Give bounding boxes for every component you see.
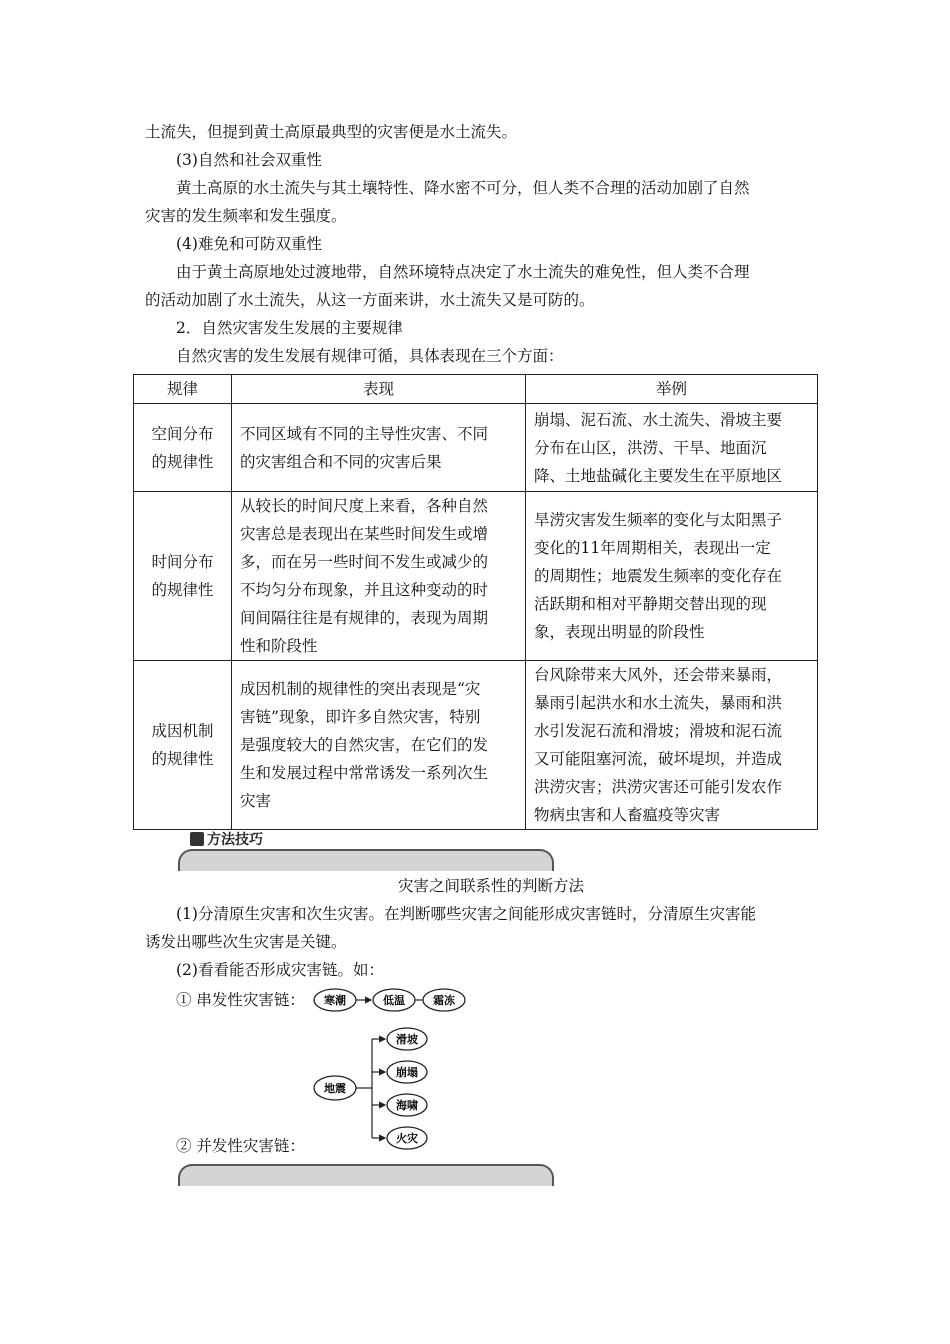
serial-node <box>373 989 415 1011</box>
parallel-source-node <box>314 1076 356 1100</box>
parallel-node <box>387 1061 427 1083</box>
heading-3: (3)自然和社会双重性 <box>176 151 322 169</box>
rule-cell: 空间分布 的规律性 <box>134 404 232 492</box>
svg-text:地震: 地震 <box>324 1082 346 1095</box>
table-header-row <box>134 375 818 404</box>
example-cell: 台风除带来大风外，还会带来暴雨， 暴雨引起洪水和水土流失，暴雨和洪 水引发泥石流和滑坡；滑坡和泥石流 又可能阻塞河流，破坏堤坝，并造成 洪涝灾害；洪涝灾害还可能引发农作 物病虫害和人畜瘟疫等灾害 <box>526 661 818 830</box>
svg-text:海啸: 海啸 <box>396 1099 418 1112</box>
table-row <box>134 404 818 492</box>
manifest-cell: 不同区域有不同的主导性灾害、不同 的灾害组合和不同的灾害后果 <box>232 404 526 492</box>
example-cell: 崩塌、泥石流、水土流失、滑坡主要 分布在山区，洪涝、干旱、地面沉 降、土地盐碱化主要发生在平原地区 <box>526 404 818 492</box>
manifest-cell: 从较长的时间尺度上来看，各种自然 灾害总是表现出在某些时间发生或增 多，而在另一些时间不发生或减少的 不均匀分布现象，并且这种变动的时 间间隔往往是有规律的，表现为周期 性和阶段性 <box>232 492 526 661</box>
parallel-node <box>387 1028 427 1050</box>
method-point-2: (2)看看能否形成灾害链。如： <box>176 961 384 979</box>
paragraph-3-line-1: 黄土高原的水土流失与其土壤特性、降水密不可分，但人类不合理的活动加剧了自然 <box>176 179 750 197</box>
method-point-1-line-1: (1)分清原生灾害和次生灾害。在判断哪些灾害之间能形成灾害链时，分清原生灾害能 <box>176 905 756 923</box>
svg-text:滑坡: 滑坡 <box>396 1033 418 1046</box>
thumbs-up-icon <box>190 832 204 846</box>
table-row <box>134 492 818 661</box>
paragraph-1: 土流失，但提到黄土高原最典型的灾害便是水土流失。 <box>145 123 518 141</box>
paragraph-3-line-2: 灾害的发生频率和发生强度。 <box>145 207 347 225</box>
method-banner-label: 方法技巧 <box>207 832 263 848</box>
parallel-node <box>387 1094 427 1116</box>
paragraph-4-line-1: 由于黄土高原地处过渡地带，自然环境特点决定了水土流失的难免性，但人类不合理 <box>176 263 750 281</box>
parallel-chain-label: ② 并发性灾害链： <box>176 1137 305 1155</box>
rules-table <box>133 374 818 830</box>
heading-4: (4)难免和可防双重性 <box>176 235 322 253</box>
table-intro: 自然灾害的发生发展有规律可循，具体表现在三个方面： <box>176 347 564 365</box>
svg-text:低温: 低温 <box>383 994 405 1007</box>
manifest-cell: 成因机制的规律性的突出表现是“灾 害链”现象，即许多自然灾害，特别 是强度较大的自然灾害，在它们的发 生和发展过程中常常诱发一系列次生 灾害 <box>232 661 526 830</box>
serial-chain-diagram <box>310 986 470 1016</box>
method-title: 灾害之间联系性的判断方法 <box>397 877 584 895</box>
svg-text:火灾: 火灾 <box>396 1132 418 1145</box>
table-header-rule: 规律 <box>134 375 232 404</box>
banner-bar-bottom <box>178 1164 554 1186</box>
svg-text:霜冻: 霜冻 <box>433 994 455 1007</box>
serial-node <box>314 989 356 1011</box>
section-heading-2: 2．自然灾害发生发展的主要规律 <box>176 319 403 337</box>
table-row <box>134 661 818 830</box>
paragraph-4-line-2: 的活动加剧了水土流失，从这一方面来讲，水土流失又是可防的。 <box>145 291 595 309</box>
method-point-1-line-2: 诱发出哪些次生灾害是关键。 <box>145 933 347 951</box>
example-cell: 旱涝灾害发生频率的变化与太阳黑子 变化的11年周期相关，表现出一定 的周期性；地震发生频率的变化存在 活跃期和相对平静期交替出现的现 象，表现出明显的阶段性 <box>526 492 818 661</box>
serial-chain-label: ① 串发性灾害链： <box>176 991 305 1009</box>
svg-text:寒潮: 寒潮 <box>324 994 346 1007</box>
method-banner <box>190 829 263 849</box>
table-header-example: 举例 <box>526 375 818 404</box>
serial-node <box>423 989 465 1011</box>
table-header-manifest: 表现 <box>232 375 526 404</box>
rule-cell: 成因机制 的规律性 <box>134 661 232 830</box>
banner-bar-top <box>178 849 554 871</box>
svg-text:崩塌: 崩塌 <box>396 1066 418 1079</box>
rule-cell: 时间分布 的规律性 <box>134 492 232 661</box>
